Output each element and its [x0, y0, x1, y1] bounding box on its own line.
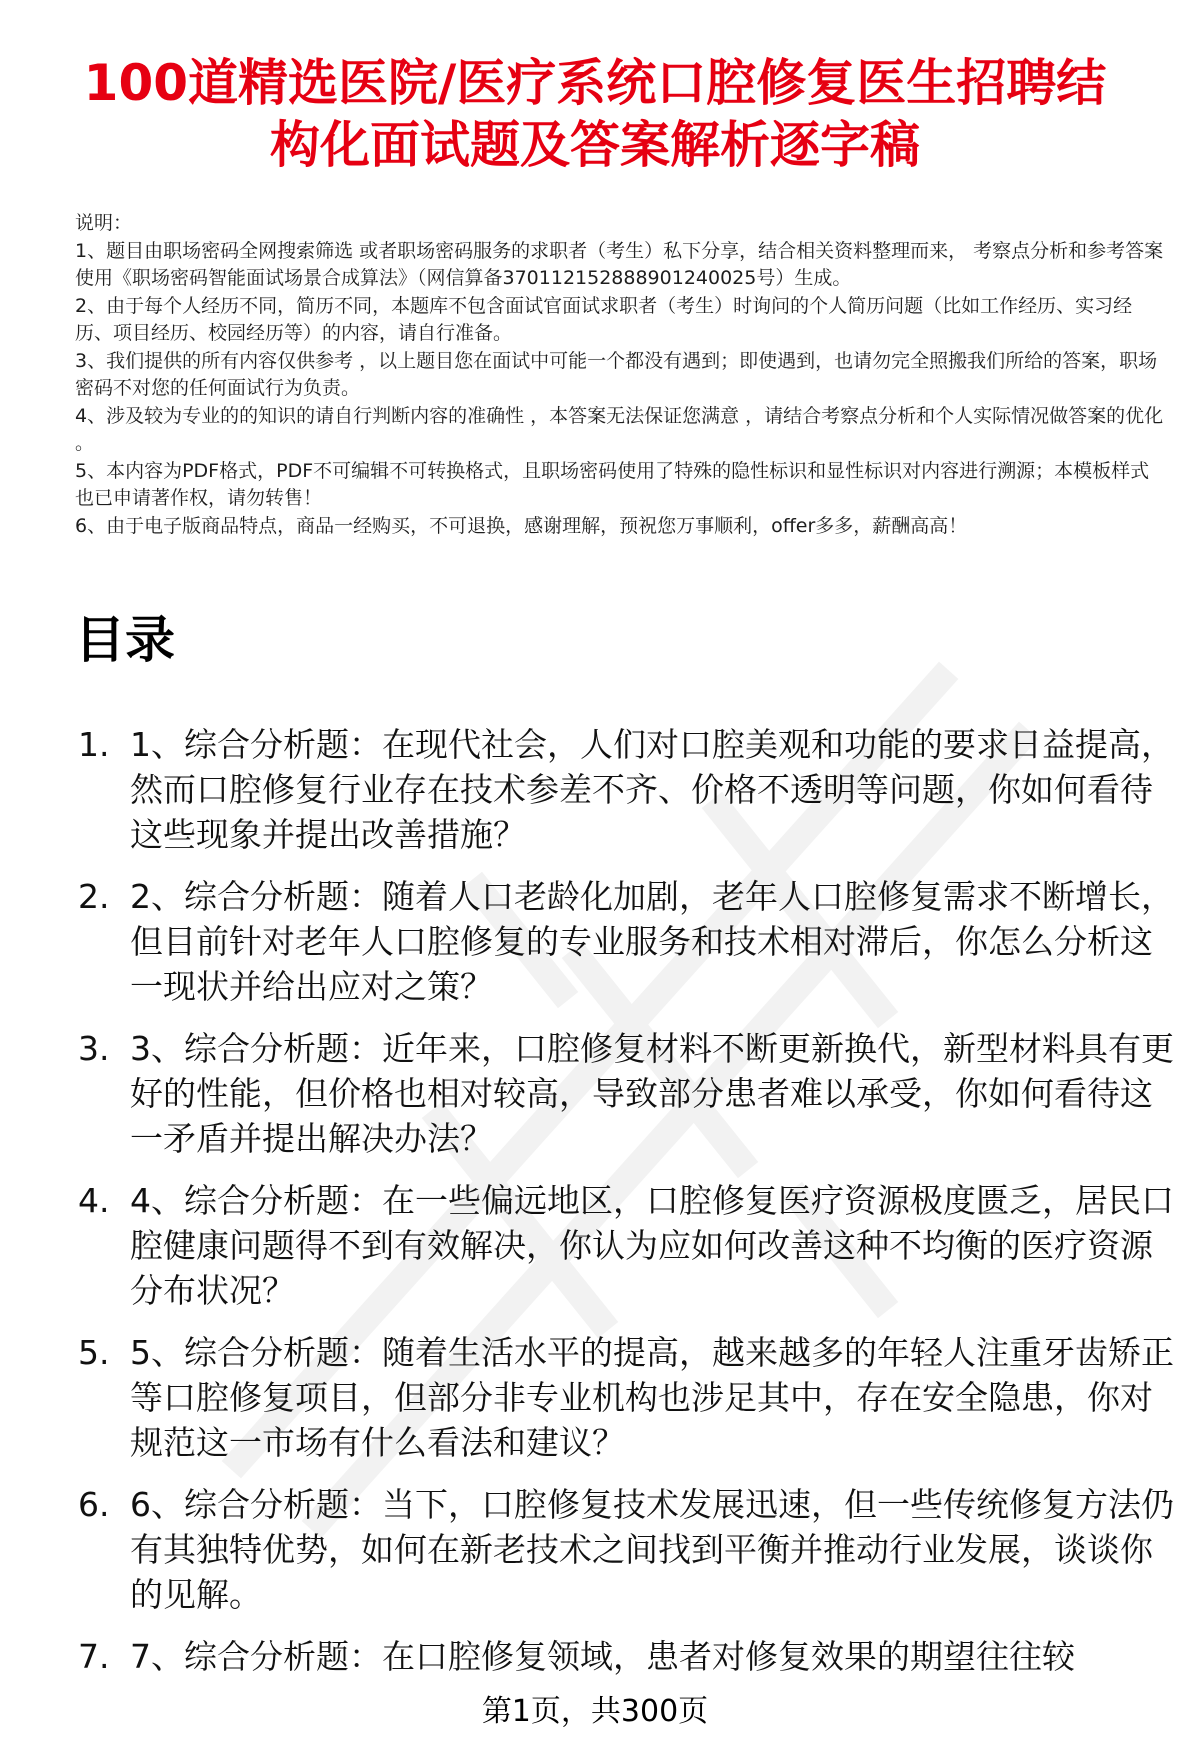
- toc-item-text: 1、综合分析题：在现代社会，人们对口腔美观和功能的要求日益提高，然而口腔修复行业存在技术参差不齐、价格不透明等问题，你如何看待这些现象并提出改善措施？: [130, 725, 1174, 854]
- toc-item-number: 4.: [78, 1181, 110, 1220]
- toc-item-number: 2.: [78, 877, 110, 916]
- toc-item[interactable]: [75, 1330, 1175, 1465]
- note-item: 2、由于每个人经历不同，简历不同，本题库不包含面试官面试求职者（考生）时询问的个人简历问题（比如工作经历、实习经历、项目经历、校园经历等）的内容，请自行准备。: [75, 294, 1133, 344]
- toc-item-text: 2、综合分析题：随着人口老龄化加剧，老年人口腔修复需求不断增长，但目前针对老年人口腔修复的专业服务和技术相对滞后，你怎么分析这一现状并给出应对之策？: [130, 877, 1174, 1006]
- toc-item-number: 3.: [78, 1029, 110, 1068]
- toc-item-text: 5、综合分析题：随着生活水平的提高，越来越多的年轻人注重牙齿矫正等口腔修复项目，但部分非专业机构也涉足其中，存在安全隐患，你对规范这一市场有什么看法和建议？: [130, 1333, 1174, 1462]
- toc-item-number: 1.: [78, 725, 110, 764]
- toc-heading: 目录: [75, 611, 175, 669]
- note-item: 6、由于电子版商品特点，商品一经购买，不可退换，感谢理解，预祝您万事顺利，offer多多，薪酬高高！: [75, 514, 968, 537]
- toc-item-text: 3、综合分析题：近年来，口腔修复材料不断更新换代，新型材料具有更好的性能，但价格也相对较高，导致部分患者难以承受，你如何看待这一矛盾并提出解决办法？: [130, 1029, 1174, 1158]
- toc-item-number: 6.: [78, 1485, 110, 1524]
- toc-item[interactable]: [75, 1482, 1175, 1617]
- toc-item[interactable]: [75, 1178, 1175, 1313]
- note-item: 1、题目由职场密码全网搜索筛选 或者职场密码服务的求职者（考生）私下分享，结合相关资料整理而来， 考察点分析和参考答案使用《职场密码智能面试场景合成算法》（网信算备370112152888901240025号）生成。: [75, 239, 1164, 289]
- note-item: 5、本内容为PDF格式，PDF不可编辑不可转换格式，且职场密码使用了特殊的隐性标识和显性标识对内容进行溯源；本模板样式也已申请著作权，请勿转售！: [75, 459, 1150, 509]
- page-footer: 第1页，共300页: [481, 1694, 709, 1729]
- note-item: 4、涉及较为专业的的知识的请自行判断内容的准确性 ，本答案无法保证您满意 ，请结合考察点分析和个人实际情况做答案的优化 。: [75, 404, 1164, 454]
- toc-item[interactable]: [75, 722, 1175, 857]
- toc-item[interactable]: [75, 874, 1175, 1009]
- table-of-contents: [75, 722, 1175, 1696]
- disclaimer-notes: [75, 210, 1165, 540]
- note-item: 3、我们提供的所有内容仅供参考 ，以上题目您在面试中可能一个都没有遇到；即使遇到，也请勿完全照搬我们所给的答案，职场密码不对您的任何面试行为负责。: [75, 349, 1158, 399]
- toc-item-text: 4、综合分析题：在一些偏远地区，口腔修复医疗资源极度匮乏，居民口腔健康问题得不到有效解决，你认为应如何改善这种不均衡的医疗资源分布状况？: [130, 1181, 1174, 1310]
- document-title: 100道精选医院/医疗系统口腔修复医生招聘结构化面试题及答案解析逐字稿: [83, 54, 1107, 174]
- toc-item-text: 7、综合分析题：在口腔修复领域，患者对修复效果的期望往往较: [130, 1637, 1075, 1676]
- toc-item-text: 6、综合分析题：当下，口腔修复技术发展迅速，但一些传统修复方法仍有其独特优势，如何在新老技术之间找到平衡并推动行业发展，谈谈你的见解。: [130, 1485, 1174, 1614]
- toc-item[interactable]: [75, 1026, 1175, 1161]
- toc-item-number: 7.: [78, 1637, 110, 1676]
- notes-heading: 说明：: [75, 212, 133, 234]
- toc-item-number: 5.: [78, 1333, 110, 1372]
- toc-item[interactable]: [75, 1634, 1175, 1679]
